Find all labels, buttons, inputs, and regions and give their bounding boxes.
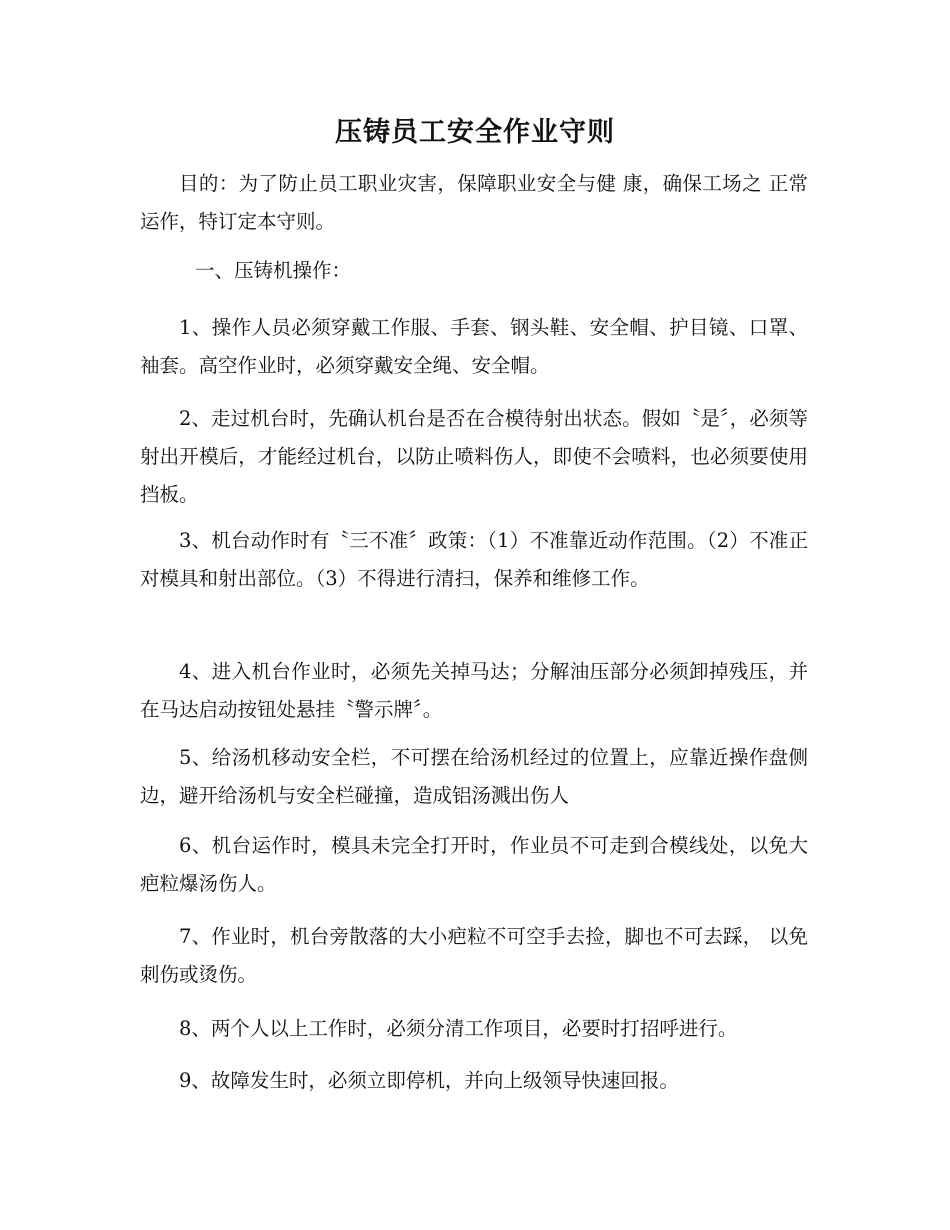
rule-item-6: 6、机台运作时，模具未完全打开时，作业员不可走到合模线处，以免大疤粒爆汤伤人。 — [140, 834, 808, 895]
purpose-paragraph: 目的：为了防止员工职业灾害，保障职业安全与健 康，确保工场之 正常运作，特订定本守则。 — [140, 172, 808, 233]
rule-item-4: 4、进入机台作业时，必须先关掉马达；分解油压部分必须卸掉残压，并在马达启动按钮处悬挂〝警示牌〞。 — [140, 660, 808, 721]
rule-item-9: 9、故障发生时，必须立即停机，并向上级领导快速回报。 — [179, 1069, 679, 1092]
document-title: 压铸员工安全作业守则 — [335, 117, 615, 148]
rule-item-5: 5、给汤机移动安全栏，不可摆在给汤机经过的位置上，应靠近操作盘侧边，避开给汤机与安全栏碰撞，造成铝汤溅出伤人 — [140, 746, 808, 807]
rule-item-2: 2、走过机台时，先确认机台是否在合模待射出状态。假如〝是〞，必须等射出开模后，才能经过机台，以防止喷料伤人，即使不会喷料，也必须要使用挡板。 — [140, 407, 808, 506]
rule-item-7: 7、作业时，机台旁散落的大小疤粒不可空手去捡，脚也不可去踩， 以免刺伤或烫伤。 — [140, 925, 808, 986]
rule-item-8: 8、两个人以上工作时，必须分清工作项目，必要时打招呼进行。 — [179, 1017, 738, 1040]
rule-item-1: 1、操作人员必须穿戴工作服、手套、钢头鞋、安全帽、护目镜、口罩、袖套。高空作业时，必须穿戴安全绳、安全帽。 — [140, 316, 808, 377]
rule-item-3: 3、机台动作时有〝三不准〞政策：（1）不准靠近动作范围。（2）不准正对模具和射出部位。（3）不得进行清扫，保养和维修工作。 — [140, 529, 808, 590]
section-heading: 一、压铸机操作： — [195, 259, 352, 282]
